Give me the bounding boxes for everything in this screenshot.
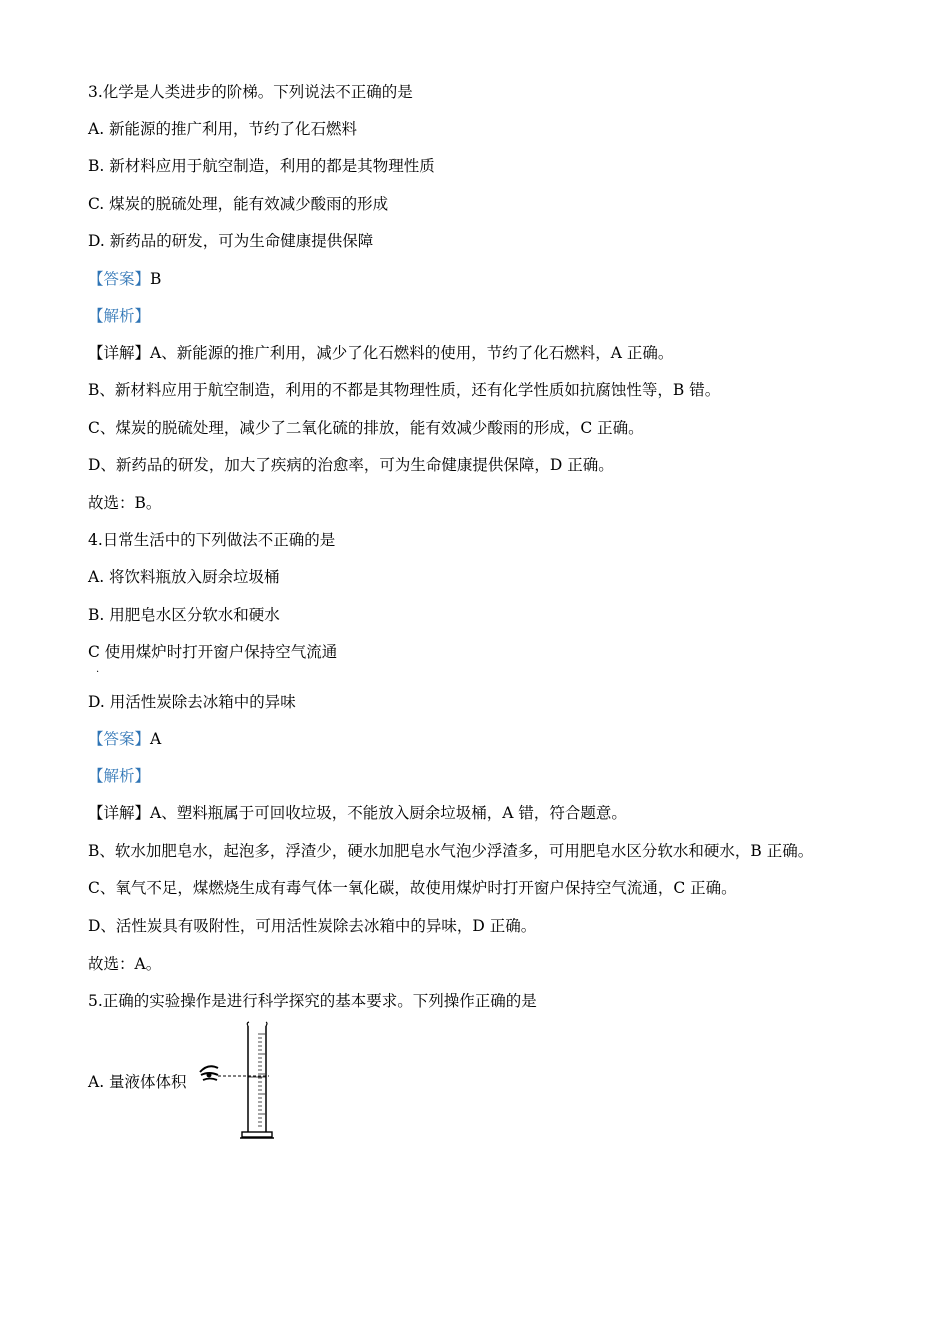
cylinder [240,1022,274,1138]
q4-detail-c: C、氧气不足，煤燃烧生成有毒气体一氧化碳，故使用煤炉时打开窗户保持空气流通，C 正确。 [88,879,737,897]
q4-detail-b: B、软水加肥皂水，起泡多，浮渣少，硬水加肥皂水气泡少浮渣多，可用肥皂水区分软水和硬水，B 正确。 [88,842,814,860]
q4-stem: 4.日常生活中的下列做法不正确的是 [88,531,336,549]
q3-detail-b: B、新材料应用于航空制造，利用的不都是其物理性质，还有化学性质如抗腐蚀性等，B 错。 [88,381,721,399]
q4-option-c: C 使用煤炉时打开窗户保持空气流通 [88,643,338,661]
answer-tag: 【答案】 [88,730,151,748]
q4-option-d: D. 用活性炭除去冰箱中的异味 [88,693,296,711]
q4-analysis-tag: 【解析】 [88,767,151,785]
q3-stem: 3.化学是人类进步的阶梯。下列说法不正确的是 [88,83,413,101]
answer-value: B [150,270,162,288]
q3-option-a: A. 新能源的推广利用，节约了化石燃料 [88,120,358,138]
q3-conclusion: 故选：B。 [88,494,162,512]
q3-detail-c: C、煤炭的脱硫处理，减少了二氧化硫的排放，能有效减少酸雨的形成，C 正确。 [88,419,644,437]
q4-option-a: A. 将饮料瓶放入厨余垃圾桶 [88,568,280,586]
q3-analysis-tag: 【解析】 [88,307,151,325]
eye-icon [200,1066,218,1080]
q4-detail-d: D、活性炭具有吸附性，可用活性炭除去冰箱中的异味，D 正确。 [88,917,537,935]
answer-value: A [150,730,162,748]
q3-answer [88,269,161,289]
q3-option-d: D. 新药品的研发，可为生命健康提供保障 [88,232,374,250]
q3-detail-d: D、新药品的研发，加大了疾病的治愈率，可为生命健康提供保障，D 正确。 [88,456,614,474]
q4-option-b: B. 用肥皂水区分软水和硬水 [88,606,280,624]
q3-option-c: C. 煤炭的脱硫处理，能有效减少酸雨的形成 [88,195,389,213]
q4-conclusion: 故选：A。 [88,955,162,973]
q5-stem: 5.正确的实验操作是进行科学探究的基本要求。下列操作正确的是 [88,992,537,1010]
q4-answer [88,729,161,749]
q5-option-a: A. 量液体体积 [88,1073,187,1091]
cylinder-graduations [258,1034,265,1126]
answer-tag: 【答案】 [88,270,151,288]
q3-detail-a: 【详解】A、新能源的推广利用，减少了化石燃料的使用，节约了化石燃料，A 正确。 [88,344,674,362]
q4-option-c-dot: . [96,664,100,675]
q4-detail-a: 【详解】A、塑料瓶属于可回收垃圾，不能放入厨余垃圾桶，A 错，符合题意。 [88,804,627,822]
q3-option-b: B. 新材料应用于航空制造，利用的都是其物理性质 [88,157,435,175]
graduated-cylinder-figure [196,1020,286,1145]
